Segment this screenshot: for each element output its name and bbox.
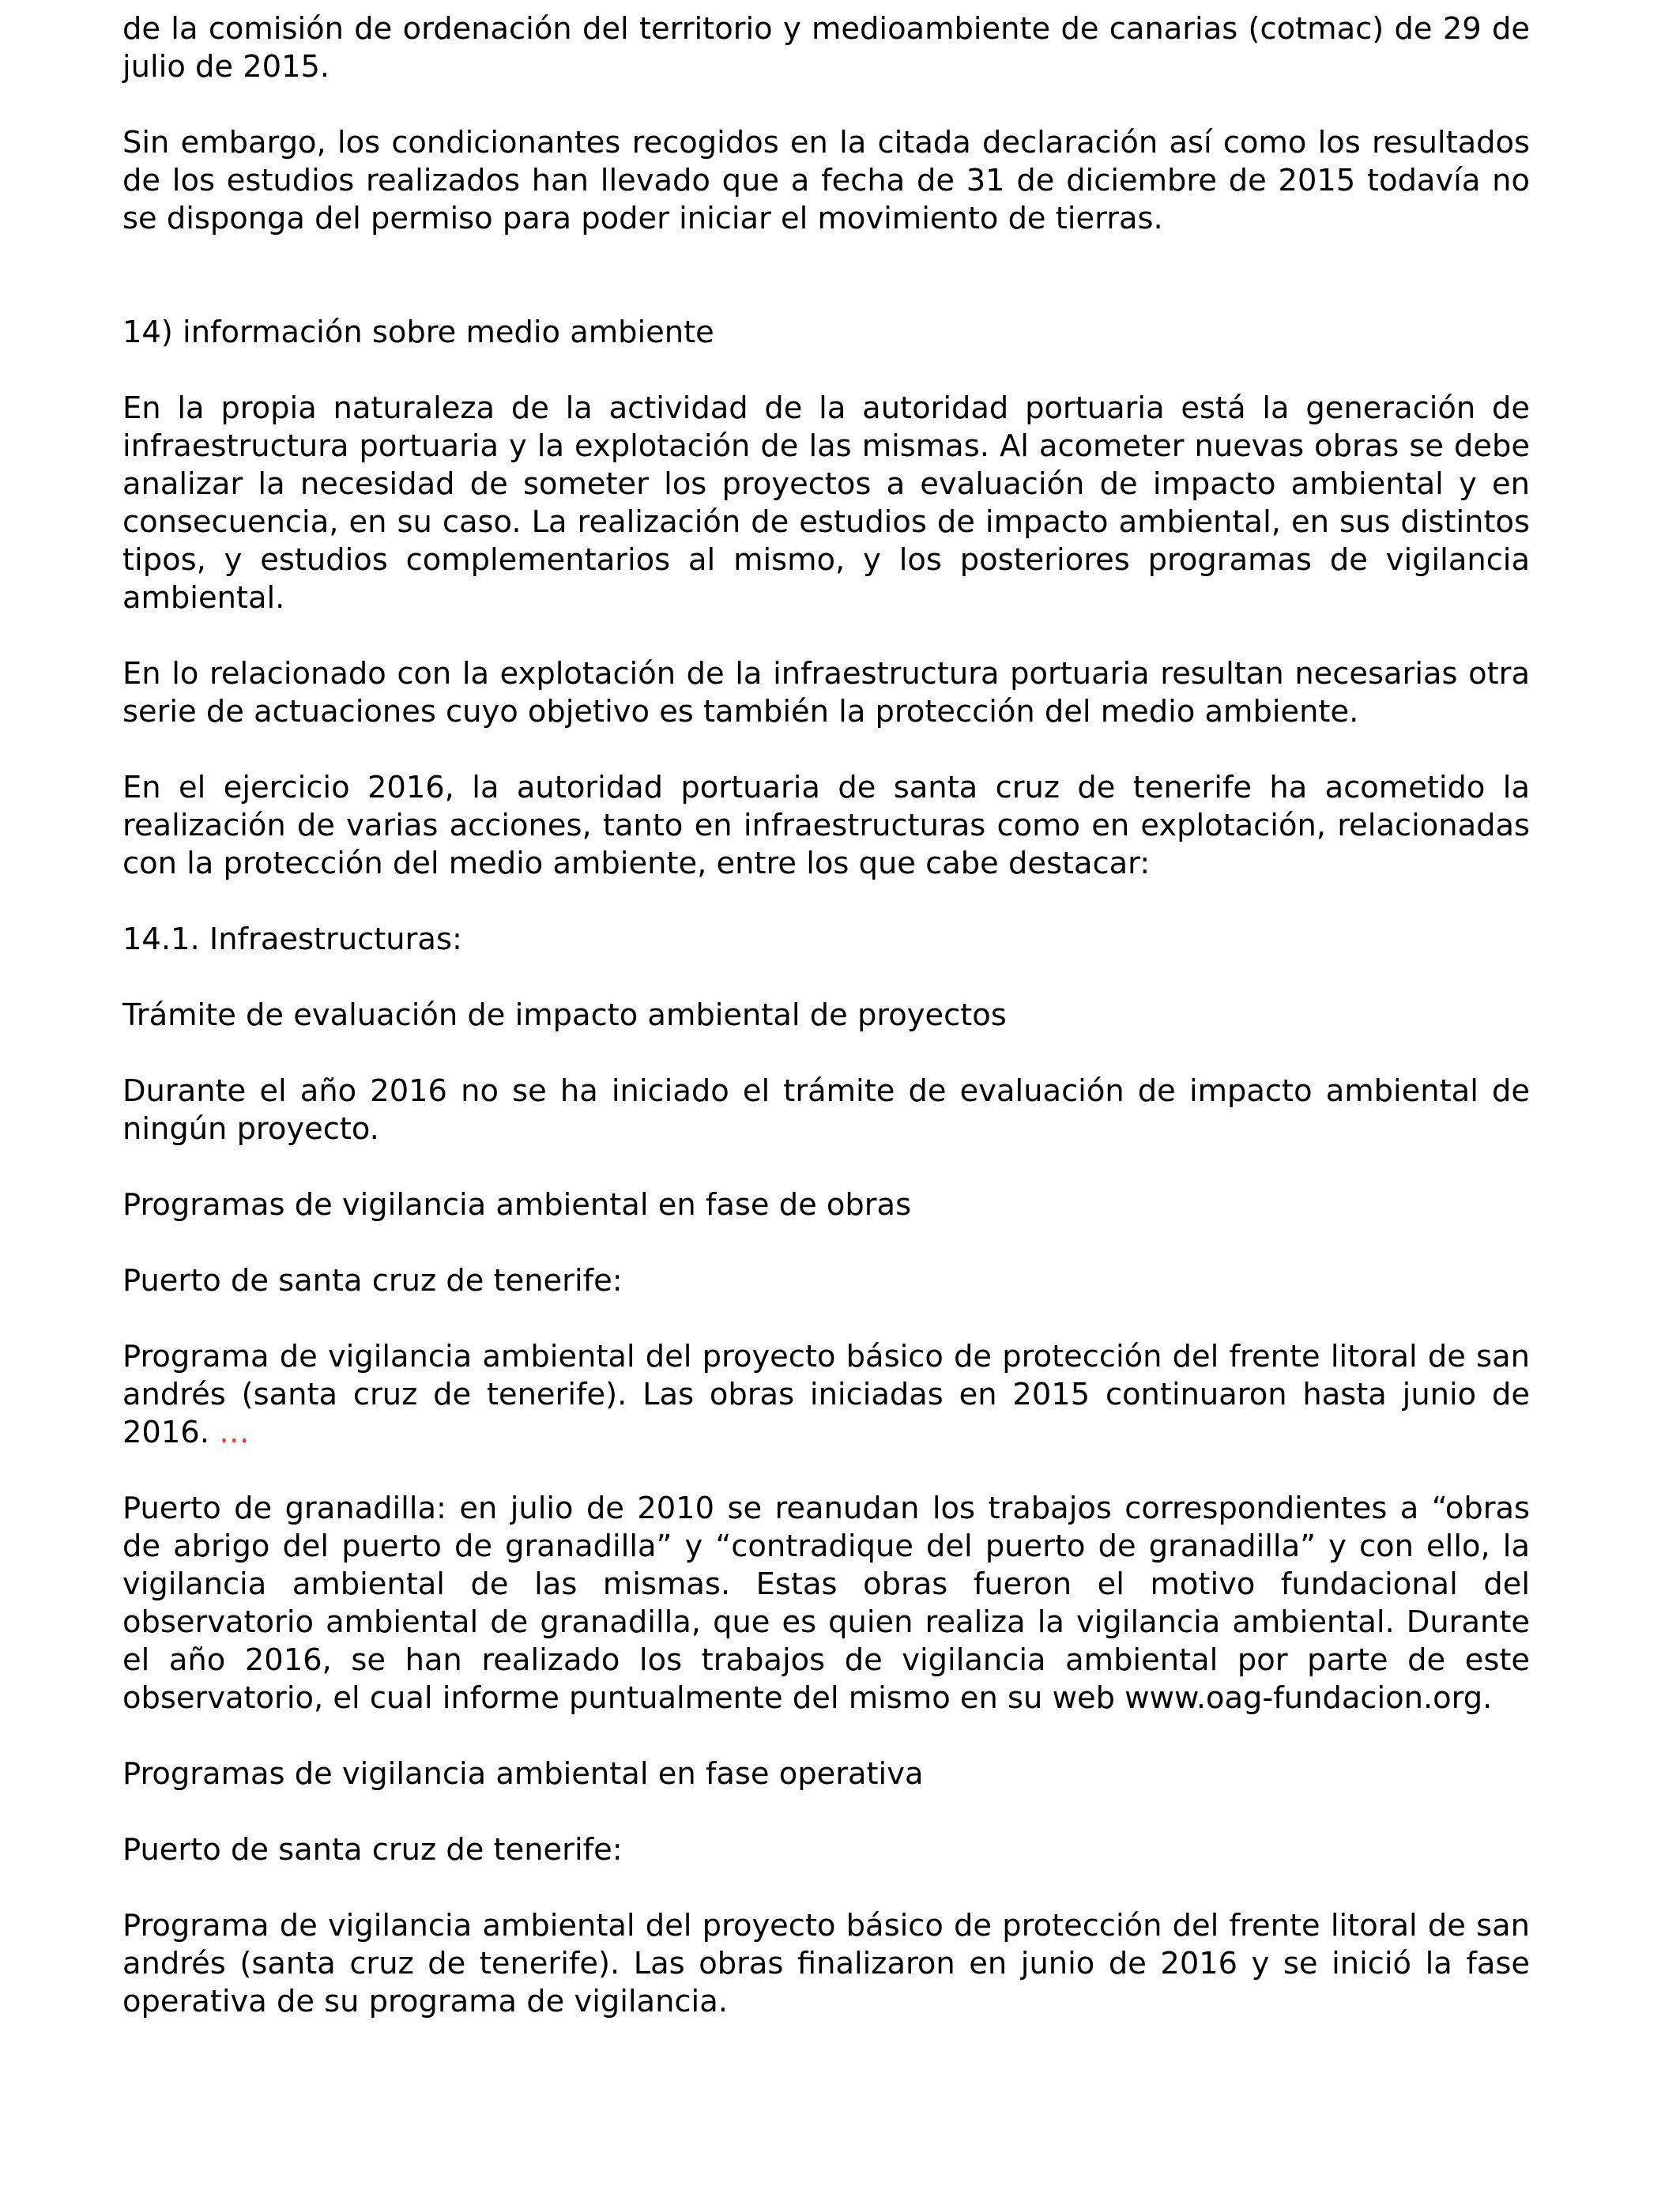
heading-puerto-santa-cruz-obras: Puerto de santa cruz de tenerife: — [122, 1263, 623, 1299]
paragraph-sin-embargo: Sin embargo, los condicionantes recogidos en la citada declaración así como los resultados de los estudios realizados han llevado que a fecha de 31 de diciembre de 2015 todavía no se disponga del permiso para poder iniciar el movimiento de tierras. — [122, 125, 1530, 236]
paragraph-puerto-granadilla: Puerto de granadilla: en julio de 2010 se reanudan los trabajos correspondientes a “obras de abrigo del puerto de granadilla” y “contradique del puerto de granadilla” y con ello, la vigilancia ambiental de las mismas. Estas obras fueron el motivo fundacional del observatorio ambiental de granadilla, que es quien realiza la vigilancia ambiental. Durante el año 2016, se han realizado los trabajos de vigilancia ambiental por parte de este observatorio, el cual informe puntualmente del mismo en su web www.oag-fundacion.org. — [122, 1491, 1530, 1716]
paragraph-cotmac-continuation: de la comisión de ordenación del territorio y medioambiente de canarias (cotmac) de 29 de julio de 2015. — [122, 11, 1530, 85]
paragraph-programa-san-andres-obras — [122, 1338, 1530, 1452]
paragraph-programa-san-andres-operativa: Programa de vigilancia ambiental del proyecto básico de protección del frente litoral de san andrés (santa cruz de tenerife). Las obras finalizaron en junio de 2016 y se inició la fase operativa de su programa de vigilancia. — [122, 1908, 1530, 2019]
ellipsis-marker: … — [219, 1415, 250, 1450]
paragraph-durante-2016: Durante el año 2016 no se ha iniciado el trámite de evaluación de impacto ambiental de ningún proyecto. — [122, 1073, 1530, 1147]
paragraph-ejercicio-2016: En el ejercicio 2016, la autoridad portuaria de santa cruz de tenerife ha acometido la realización de varias acciones, tanto en infraestructuras como en explotación, relacionadas con la protección del medio ambiente, entre los que cabe destacar: — [122, 770, 1530, 881]
paragraph-text: Programa de vigilancia ambiental del proyecto básico de protección del frente litoral de san andrés (santa cruz de tenerife). Las obras iniciadas en 2015 continuaron hasta junio de 2016. — [122, 1339, 1530, 1450]
subsection-heading-infraestructuras: 14.1. Infraestructuras: — [122, 922, 462, 957]
heading-vigilancia-fase-obras: Programas de vigilancia ambiental en fase de obras — [122, 1187, 912, 1223]
paragraph-explotacion: En lo relacionado con la explotación de la infraestructura portuaria resultan necesarias otra serie de actuaciones cuyo objetivo es también la protección del medio ambiente. — [122, 656, 1530, 729]
heading-vigilancia-fase-operativa: Programas de vigilancia ambiental en fase operativa — [122, 1756, 924, 1792]
section-heading-medio-ambiente: 14) información sobre medio ambiente — [122, 315, 714, 350]
heading-puerto-santa-cruz-operativa: Puerto de santa cruz de tenerife: — [122, 1832, 623, 1868]
paragraph-naturaleza-actividad: En la propia naturaleza de la actividad de la autoridad portuaria está la generación de infraestructura portuaria y la explotación de las mismas. Al acometer nuevas obras se debe analizar la necesidad de someter los proyectos a evaluación de impacto ambiental y en consecuencia, en su caso. La realización de estudios de impacto ambiental, en sus distintos tipos, y estudios complementarios al mismo, y los posteriores programas de vigilancia ambiental. — [122, 390, 1530, 616]
heading-tramite-evaluacion: Trámite de evaluación de impacto ambiental de proyectos — [122, 997, 1007, 1033]
